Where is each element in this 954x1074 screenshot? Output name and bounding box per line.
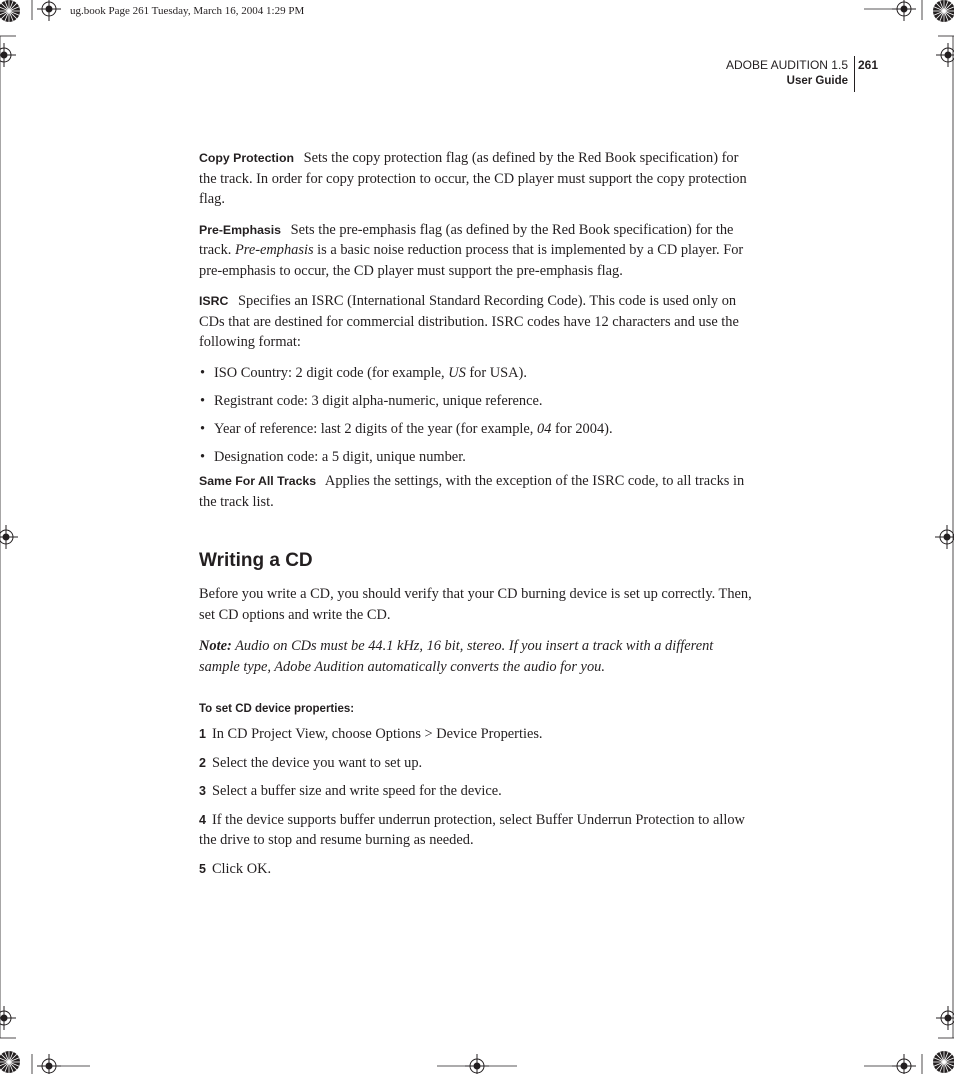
- section-heading: Writing a CD: [199, 550, 313, 571]
- step-number: 2: [199, 755, 206, 770]
- registration-mark-icon: [936, 1006, 954, 1030]
- step-number: 3: [199, 784, 206, 798]
- step-text: Click OK.: [211, 860, 272, 877]
- registration-mark-icon: [0, 43, 16, 67]
- list-item-text: for USA).: [465, 364, 527, 381]
- list-item-text: ISO Country: 2 digit code (for example,: [214, 364, 449, 381]
- color-wheel-icon: [0, 1051, 20, 1073]
- definition-italic: Pre-emphasis: [234, 242, 314, 258]
- color-wheel-icon: [933, 0, 954, 22]
- registration-mark-icon: [935, 525, 954, 549]
- list-item-text: for 2004).: [551, 420, 613, 437]
- header-guide: User Guide: [786, 75, 848, 87]
- note-label: Note:: [199, 638, 232, 654]
- list-item-italic: US: [448, 364, 466, 381]
- bullet-glyph: •: [200, 364, 206, 381]
- list-item-italic: 04: [537, 420, 552, 437]
- registration-mark-icon: [0, 1006, 16, 1030]
- definition-text: Sets the copy protection flag (as defined by the Red Book specification) for the track. In order for copy protection to occur, the CD player must support the copy protection flag.: [199, 150, 747, 207]
- list-item-text: Year of reference: last 2 digits of the year (for example,: [214, 420, 537, 437]
- bullet-glyph: •: [200, 420, 206, 437]
- registration-mark-icon: [37, 0, 61, 21]
- color-wheel-icon: [0, 0, 20, 22]
- definition-text: Specifies an ISRC (International Standard Recording Code). This code is used only on CDs that are destined for commercial distribution. ISRC codes have 12 characters and use the following format:: [199, 293, 739, 350]
- bullet-glyph: •: [200, 448, 206, 465]
- definition-text: is a basic noise reduction process that is implemented by a CD player. For pre-emphasis to occur, the CD player must support the pre-emphasis flag.: [199, 242, 744, 279]
- color-wheel-icon: [933, 1051, 954, 1073]
- step-number: 4: [199, 812, 206, 827]
- slug-line: ug.book Page 261 Tuesday, March 16, 2004 1:29 PM: [70, 5, 305, 17]
- step-text: Select a buffer size and write speed for the device.: [211, 783, 502, 799]
- step-text: In CD Project View, choose Options > Device Properties.: [211, 726, 543, 742]
- list-item-text: Registrant code: 3 digit alpha-numeric, unique reference.: [214, 392, 543, 409]
- step-number: 5: [199, 861, 206, 876]
- term-label: Copy Protection: [199, 151, 294, 165]
- term-label: Pre-Emphasis: [199, 222, 282, 237]
- bullet-glyph: •: [200, 392, 206, 409]
- step-number: 1: [199, 727, 206, 741]
- step-text: If the device supports buffer underrun protection, select Buffer Underrun Protection to allow the drive to stop and resume burning as needed.: [199, 811, 745, 848]
- procedure-title: To set CD device properties:: [199, 703, 355, 715]
- term-label: Same For All Tracks: [199, 474, 317, 488]
- note-text: Audio on CDs must be 44.1 kHz, 16 bit, stereo. If you insert a track with a different sample type, Adobe Audition automatically converts the audio for you.: [199, 638, 714, 675]
- registration-mark-icon: [465, 1054, 489, 1074]
- step-text: Select the device you want to set up.: [211, 754, 423, 771]
- definition-text: Sets the pre-emphasis flag (as defined by the Red Book specification) for the track.: [199, 221, 734, 258]
- registration-mark-icon: [936, 43, 954, 67]
- registration-mark-icon: [892, 0, 916, 21]
- registration-mark-icon: [37, 1054, 61, 1074]
- page-number: 261: [858, 58, 879, 72]
- term-label: ISRC: [199, 294, 229, 308]
- definition-text: Applies the settings, with the exception of the ISRC code, to all tracks in the track list.: [199, 473, 745, 510]
- list-item-text: Designation code: a 5 digit, unique number.: [214, 448, 466, 465]
- registration-mark-icon: [892, 1054, 916, 1074]
- registration-mark-icon: [0, 525, 18, 549]
- header-product: ADOBE AUDITION 1.5: [725, 58, 848, 72]
- section-intro: Before you write a CD, you should verify that your CD burning device is set up correctly. Then, set CD options and write the CD.: [199, 586, 752, 623]
